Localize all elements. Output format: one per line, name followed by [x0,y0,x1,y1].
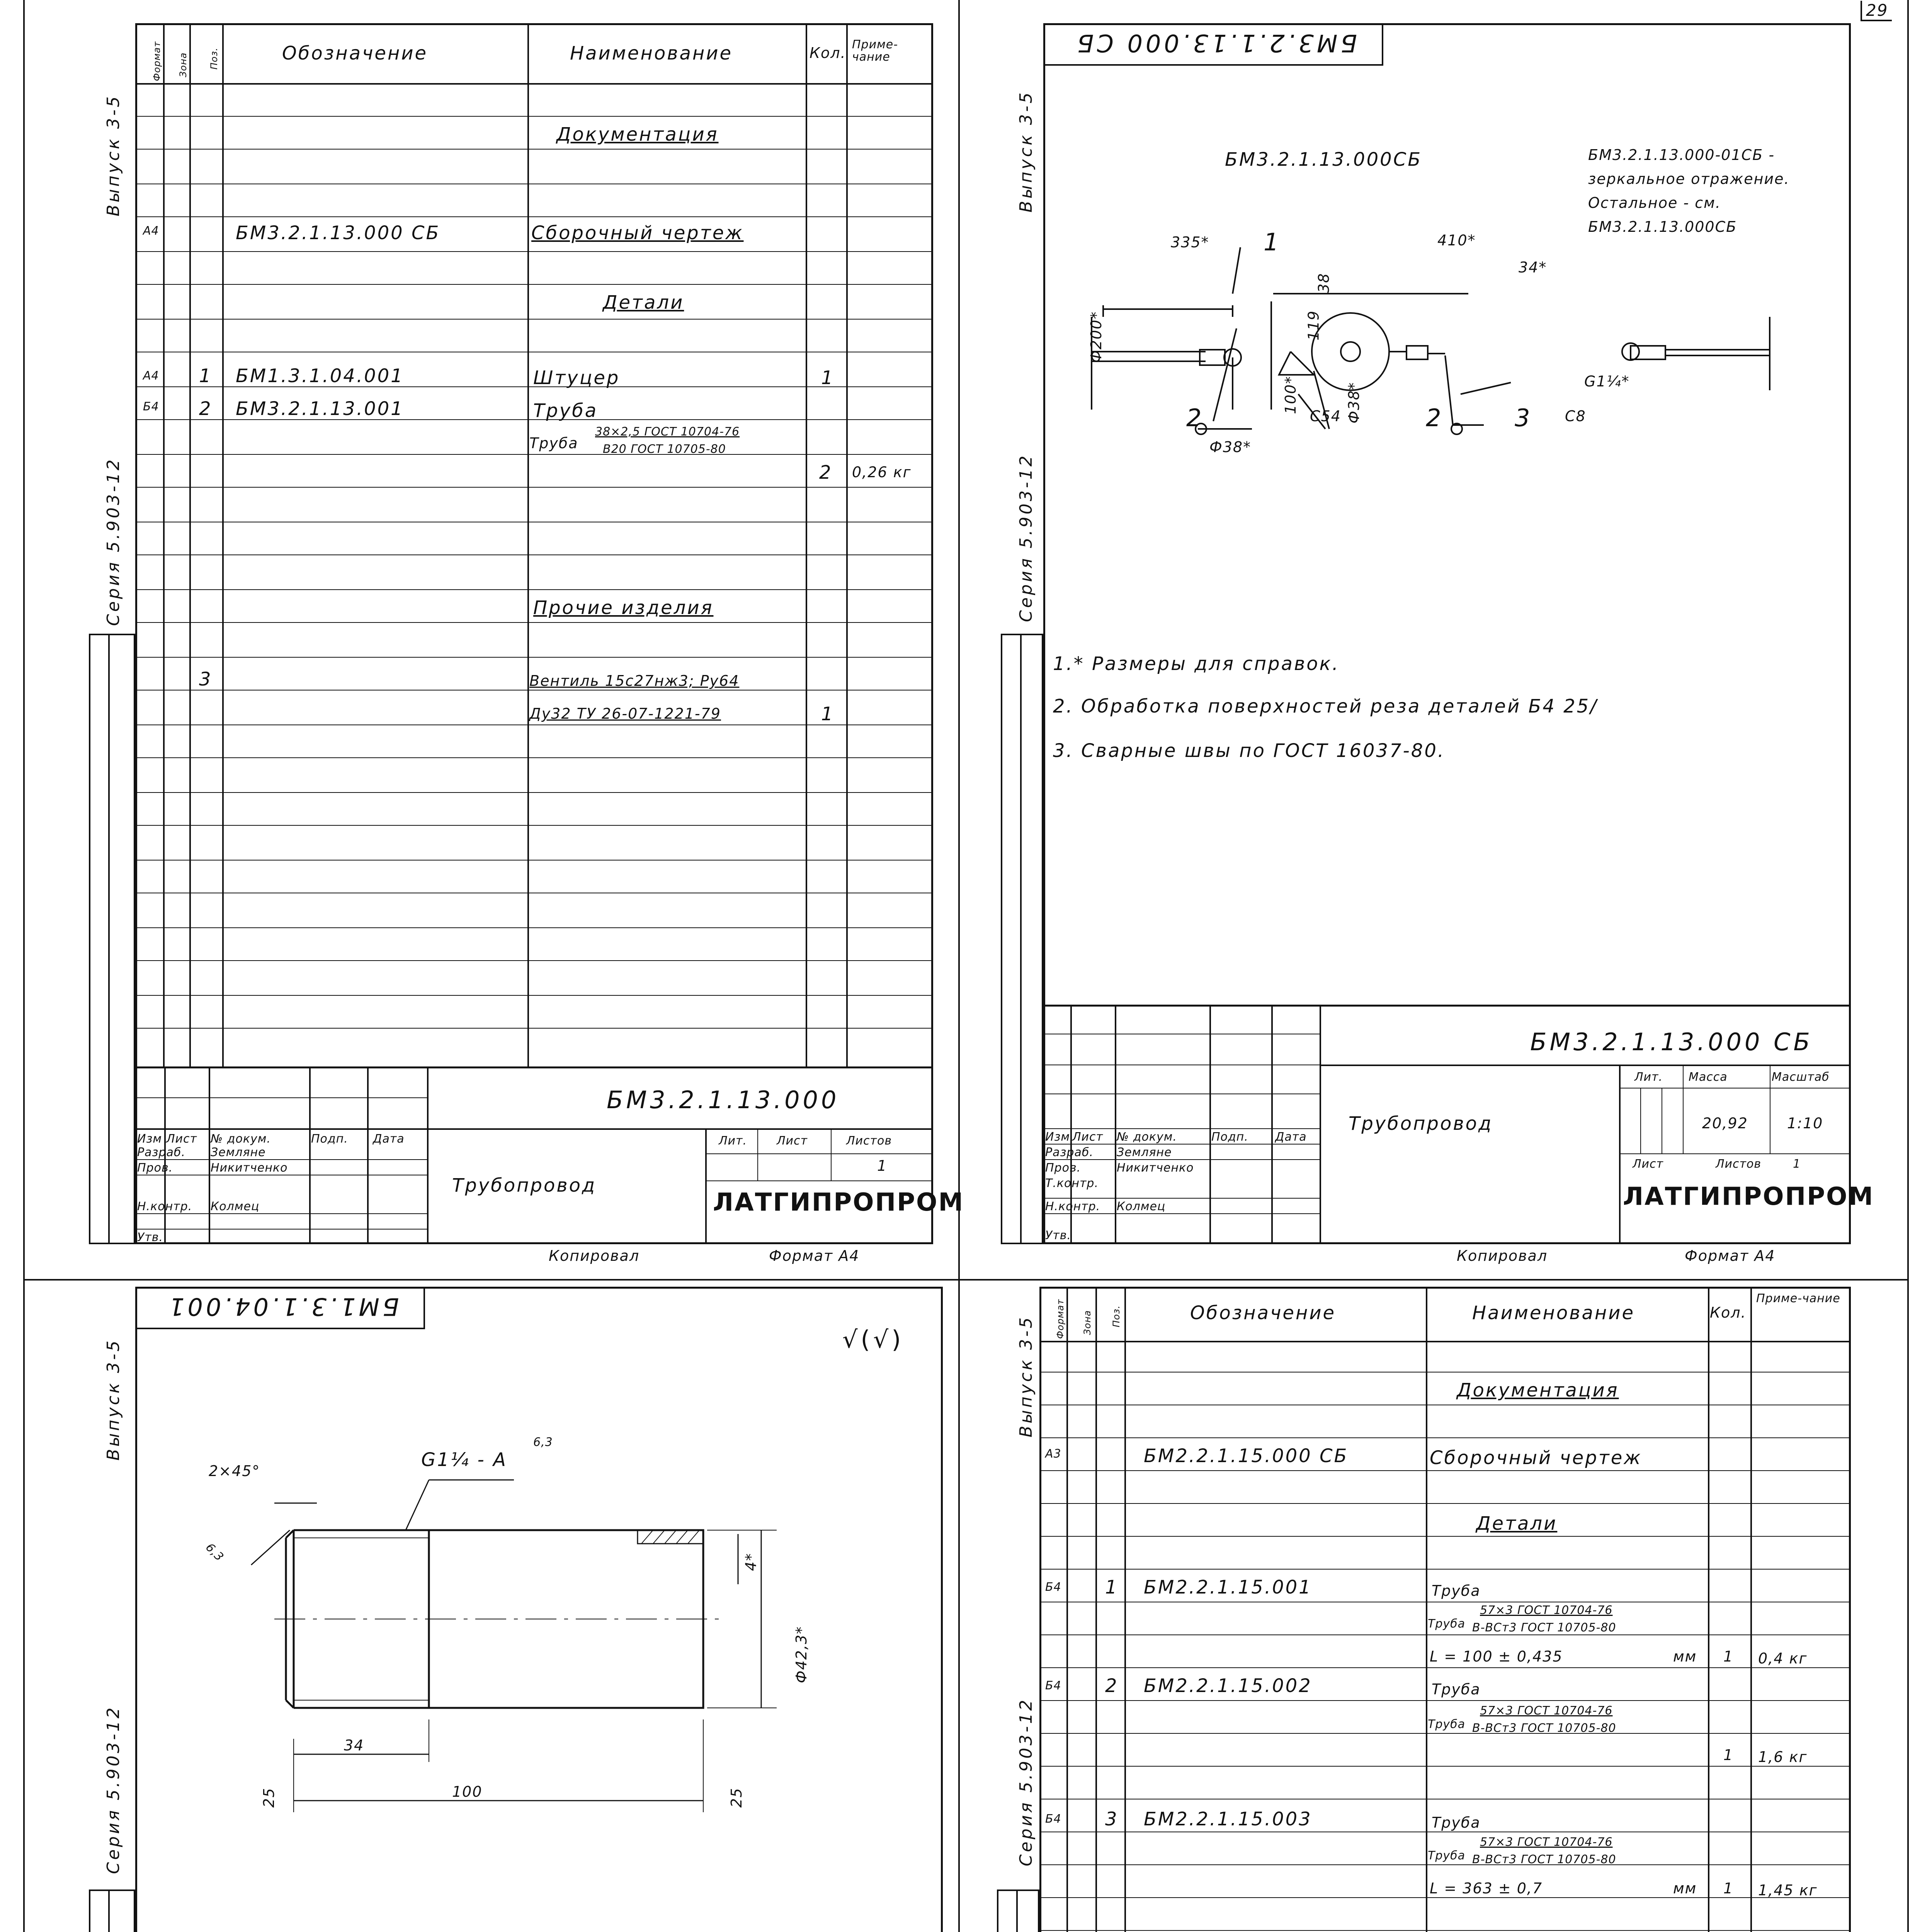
q4-h-designation: Обозначение [1190,1302,1336,1324]
q1-r5-qty: 1 [821,703,835,725]
q2-stamp-listlbl: Лист [1633,1157,1664,1171]
q4-frame [1039,1287,1851,1932]
q2-stamp-tkontr: Т.контр. [1045,1177,1099,1190]
q4-r2-len: L = 100 ± 0,435 [1430,1648,1563,1665]
q4-r1-name: Сборочный чертеж [1430,1447,1642,1469]
q2-stamp-massa-val: 20,92 [1702,1115,1748,1132]
q2-footer-format: Формат А4 [1685,1247,1776,1264]
q4-r4-note: 1,45 кг [1758,1882,1818,1899]
q1-r1-name: Сборочный чертеж [531,222,744,244]
q4-margin-series: Серия 5.903-12 [1016,1697,1036,1866]
q4-h-qty: Кол. [1710,1304,1747,1321]
q2-stamp-prov: Пров. [1045,1161,1081,1175]
q1-side-strip [89,634,135,1244]
center-divider-h [23,1279,1909,1281]
q2-stamp-code: БМ3.2.1.13.000 СБ [1530,1028,1813,1056]
q1-r4-note: 0,26 кг [852,464,912,481]
q2-margin-series: Серия 5.903-12 [1016,453,1036,622]
q2-dim-335: 335* [1171,234,1209,251]
center-divider-v [958,0,960,1932]
q1-r4-qty: 2 [819,462,833,483]
q2-dim-200: Ф200* [1088,311,1105,363]
q3-part-drawing [135,1287,943,1932]
q4-r2-pipe1: 57×3 ГОСТ 10704-76 [1480,1604,1613,1617]
q1-stamp-ndoc: № докум. [211,1132,271,1146]
q2-stamp-listov-val: 1 [1793,1157,1801,1171]
q2-dim-38: 38 [1315,272,1333,293]
q2-dim-d38b: Ф38* [1209,439,1252,456]
q2-stamp-prov-name: Никитченко [1117,1161,1194,1175]
q4-r2-name: Труба [1432,1582,1481,1599]
q2-drawing-title: БМ3.2.1.13.000СБ [1225,149,1422,170]
q1-r5-name: Вентиль 15с27нж3; Ру64 [529,672,740,689]
q1-stamp-listov: Листов [846,1134,892,1148]
q4-r4-name: Труба [1432,1814,1481,1831]
q2-stamp-masshtab-val: 1:10 [1787,1115,1823,1132]
q1-stamp-nkontr: Н.контр. [137,1200,192,1213]
q3-mirror-code: БМ1.3.1.04.001 [166,1293,399,1321]
q4-h-format: Формат [1055,1299,1066,1339]
q3-dim-len2: 100 [452,1783,483,1800]
q2-dim-100: 100* [1282,376,1299,414]
q2-note-3: 3. Сварные швы по ГОСТ 16037-80. [1053,740,1446,762]
q1-stamp-prov: Пров. [137,1161,173,1175]
q4-r4-prefix: Труба [1428,1849,1466,1862]
q3-dim-r25b: 25 [728,1787,745,1808]
q1-r1-designation: БМ3.2.1.13.000 СБ [236,222,440,244]
q2-stamp-nkontr-name: Колмец [1117,1200,1166,1213]
q4-h-poz: Поз. [1111,1305,1122,1327]
q3-dim-r1: 6,3 [203,1541,226,1564]
q3-margin-series: Серия 5.903-12 [104,1705,123,1874]
q3-dim-h: 4* [742,1553,760,1571]
q1-h-name: Наименование [570,43,733,64]
q1-stamp-code: БМ3.2.1.13.000 [607,1086,840,1114]
q1-stamp-razrab-name: Земляне [211,1146,266,1159]
q1-r2-qty: 1 [821,367,835,389]
q2-note-2: 2. Обработка поверхностей реза деталей Б4 25/ [1053,696,1598,717]
q1-stamp-razrab: Разраб. [137,1146,185,1159]
q1-stamp-org: ЛАТГИПРОПРОМ [713,1188,964,1217]
q1-h-qty: Кол. [810,44,846,61]
q2-stamp-list: Лист [1072,1130,1104,1144]
q4-r3-pipe1: 57×3 ГОСТ 10704-76 [1480,1704,1613,1718]
q1-r4-line2: В20 ГОСТ 10705-80 [603,442,726,456]
q4-r3-prefix: Труба [1428,1718,1466,1731]
q4-r3-poz: 2 [1105,1675,1119,1697]
q4-r2-unit: мм [1673,1648,1697,1665]
q1-stamp-list: Лист [166,1132,197,1146]
q2-stamp-podp: Подп. [1211,1130,1248,1144]
q1-stamp-listlbl: Лист [777,1134,808,1148]
q3-dim-r25a: 25 [260,1787,278,1808]
q4-r3-pipe2: В-ВСт3 ГОСТ 10705-80 [1472,1721,1616,1735]
q4-r3-note: 1,6 кг [1758,1748,1808,1765]
q4-r1-designation: БМ2.2.1.15.000 СБ [1144,1445,1349,1467]
q4-sec-parts: Детали [1476,1513,1558,1534]
q4-h-zona: Зона [1082,1310,1093,1335]
q1-r2-poz: 1 [199,365,213,387]
q1-r3-format: Б4 [143,400,159,413]
q4-r2-designation: БМ2.2.1.15.001 [1144,1577,1312,1598]
q3-side-strip [89,1889,135,1932]
q2-stamp-utv: Утв. [1045,1229,1071,1242]
q4-r2-poz: 1 [1105,1577,1119,1598]
q4-r2-format: Б4 [1045,1580,1061,1594]
q1-stamp-title: Трубопровод [452,1175,597,1196]
q1-stamp-listov-val: 1 [877,1157,888,1174]
q4-r4-pipe2: В-ВСт3 ГОСТ 10705-80 [1472,1853,1616,1866]
q3-dim-chamfer: 2×45° [209,1463,260,1480]
q2-stamp-razrab: Разраб. [1045,1146,1094,1159]
q1-stamp-lit: Лит. [719,1134,747,1148]
q3-dim-thread: G1¼ - А [421,1449,507,1471]
q2-footer-copied: Копировал [1457,1247,1548,1264]
q1-r3-designation: БМ3.2.1.13.001 [236,398,404,420]
q1-h-zona: Зона [178,52,189,77]
q2-callout-2a: 2 [1186,404,1205,432]
q4-r3-format: Б4 [1045,1679,1061,1692]
q4-sec-docs: Документация [1457,1379,1619,1401]
q1-r5-name2: Ду32 ТУ 26-07-1221-79 [529,705,721,722]
q1-margin-series: Серия 5.903-12 [104,457,123,626]
q4-r4-poz: 3 [1105,1808,1119,1830]
q1-h-designation: Обозначение [282,43,428,64]
q4-r3-designation: БМ2.2.1.15.002 [1144,1675,1312,1697]
q2-weld-c54: С54 [1310,408,1341,425]
q2-callout-3: 3 [1515,404,1533,432]
q1-r5-poz: 3 [199,668,213,690]
q1-stamp-utv: Утв. [137,1231,163,1244]
q2-stamp-title: Трубопровод [1349,1113,1493,1134]
q1-h-note: Приме-чание [852,38,898,64]
q2-mirror-code: БМ3.2.1.13.000 СБ [1074,29,1357,57]
q2-stamp-razrab-name: Земляне [1117,1146,1172,1159]
q4-r2-qty: 1 [1723,1648,1734,1665]
q4-r2-prefix: Труба [1428,1617,1466,1631]
q4-r2-pipe2: В-ВСт3 ГОСТ 10705-80 [1472,1621,1616,1634]
q1-h-format: Формат [151,41,162,81]
q2-stamp-nkontr: Н.контр. [1045,1200,1100,1213]
q1-r2-format: А4 [143,369,159,383]
q1-sec-other: Прочие изделия [533,597,714,619]
q1-r4-prefix: Труба [529,435,578,452]
q3-roughness: √(√) [842,1325,904,1354]
q2-callout-2b: 2 [1426,404,1444,432]
q2-callout-1: 1 [1264,228,1282,256]
q1-h-poz: Поз. [209,47,219,70]
q4-side-strip [997,1889,1039,1932]
q2-note-1: 1.* Размеры для справок. [1053,653,1340,675]
q1-stamp-izm: Изм [137,1132,162,1146]
q4-r4-len: L = 363 ± 0,7 [1430,1880,1543,1897]
q1-r2-designation: БМ1.3.1.04.001 [236,365,404,387]
q1-frame [135,23,933,1244]
q3-dim-dia: Ф42,3* [793,1626,810,1684]
q1-footer-copied: Копировал [549,1247,640,1264]
q4-r4-designation: БМ2.2.1.15.003 [1144,1808,1312,1830]
q2-dim-g: G1¼* [1584,373,1630,390]
q3-dim-len1: 34 [344,1737,364,1754]
page-number: 29 [1861,1,1892,21]
q2-stamp-izm: Изм [1045,1130,1070,1144]
q1-stamp-prov-name: Никитченко [211,1161,288,1175]
q2-stamp-org: ЛАТГИПРОПРОМ [1623,1182,1874,1211]
q1-sec-docs: Документация [556,124,719,145]
q1-r2-name: Штуцер [533,367,620,389]
q1-stamp-nkontr-name: Колмец [211,1200,260,1213]
q2-dim-119: 119 [1305,310,1322,341]
q2-dim-410: 410* [1437,232,1476,249]
q2-weld-c8: С8 [1565,408,1586,425]
q2-stamp-masshtab: Масштаб [1772,1070,1830,1084]
q2-dim-34: 34* [1519,259,1547,276]
q2-mirror-note: БМ3.2.1.13.000-01СБ - зеркальное отражение. Остальное - см. БМ3.2.1.13.000СБ [1588,146,1790,235]
q2-stamp-massa: Масса [1689,1070,1728,1084]
q4-r2-note: 0,4 кг [1758,1650,1808,1667]
q1-margin-issue: Выпуск 3-5 [104,94,123,216]
q2-stamp-ndoc: № докум. [1117,1130,1177,1144]
q2-dim-d38a: Ф38* [1345,381,1363,424]
q1-footer-format: Формат А4 [769,1247,860,1264]
q1-r3-poz: 2 [199,398,213,420]
q3-dim-rough: 6,3 [533,1435,553,1449]
q4-margin-issue: Выпуск 3-5 [1016,1315,1036,1437]
q4-h-name: Наименование [1472,1302,1635,1324]
q4-r4-qty: 1 [1723,1880,1734,1897]
q2-margin-issue: Выпуск 3-5 [1016,90,1036,213]
q4-r1-format: А3 [1045,1447,1061,1461]
q4-r4-format: Б4 [1045,1812,1061,1826]
q1-r4-line1: 38×2,5 ГОСТ 10704-76 [595,425,740,439]
q3-margin-issue: Выпуск 3-5 [104,1338,123,1461]
q1-stamp-podp: Подп. [311,1132,348,1146]
q1-r3-name: Труба [533,400,598,422]
q2-stamp-listovlbl: Листов [1716,1157,1762,1171]
q2-stamp-data: Дата [1275,1130,1307,1144]
q4-r4-pipe1: 57×3 ГОСТ 10704-76 [1480,1835,1613,1849]
q1-stamp-data: Дата [373,1132,405,1146]
q4-r3-qty: 1 [1723,1747,1734,1764]
q1-sec-parts: Детали [603,292,684,313]
q2-side-strip [1001,634,1043,1244]
q4-h-note: Приме-чание [1756,1292,1840,1305]
q1-r1-format: А4 [143,224,159,238]
q4-r4-unit: мм [1673,1880,1697,1897]
q2-stamp-lit: Лит. [1634,1070,1663,1084]
q4-r3-name: Труба [1432,1681,1481,1698]
